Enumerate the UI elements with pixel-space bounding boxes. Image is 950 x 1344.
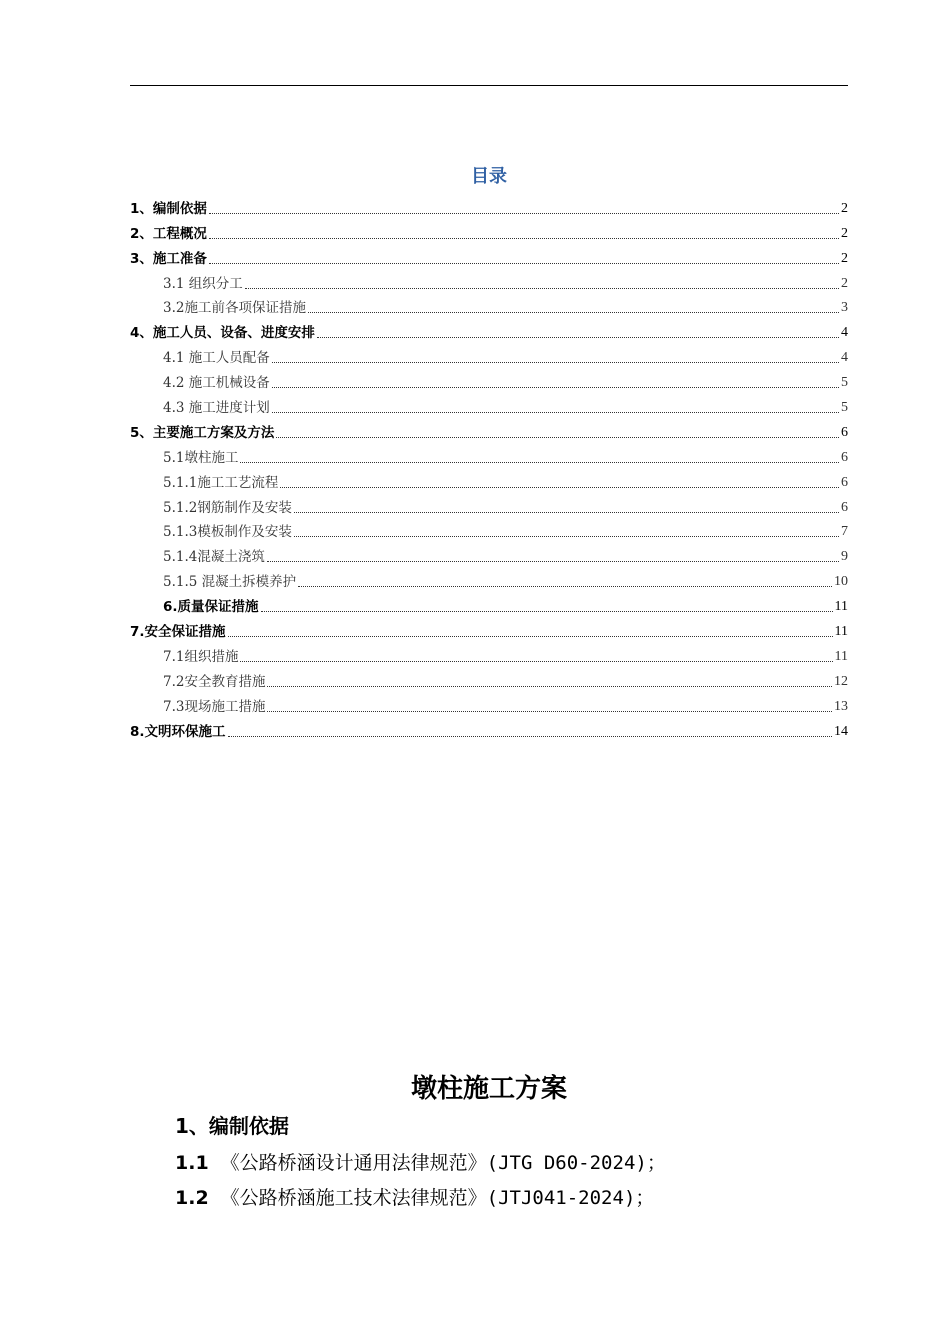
toc-entry-label: 1、编制依据 <box>130 200 207 217</box>
toc-dot-leader <box>308 312 839 313</box>
toc-entry-page: 11 <box>834 624 848 640</box>
toc-entry[interactable] <box>130 292 848 317</box>
toc-entry[interactable] <box>130 540 848 565</box>
toc-dot-leader <box>294 512 839 513</box>
toc-entry-label: 7.2安全教育措施 <box>163 673 266 690</box>
toc-entry[interactable] <box>130 565 848 590</box>
toc-entry[interactable] <box>130 516 848 541</box>
toc-entry[interactable] <box>130 441 848 466</box>
toc-entry[interactable] <box>130 416 848 441</box>
toc-dot-leader <box>228 736 832 737</box>
toc-entry-page: 5 <box>841 400 848 416</box>
toc-entry-page: 6 <box>841 499 848 515</box>
toc-entry[interactable] <box>130 341 848 366</box>
toc-entry-page: 11 <box>834 648 848 664</box>
toc-entry-page: 4 <box>841 350 848 366</box>
toc-entry-label: 5.1墩柱施工 <box>163 449 239 466</box>
toc-entry-label: 2、工程概况 <box>130 225 207 242</box>
toc-entry-label: 5、主要施工方案及方法 <box>130 424 275 441</box>
toc-entry[interactable] <box>130 242 848 267</box>
toc-dot-leader <box>228 636 833 637</box>
toc-entry-page: 7 <box>841 524 848 540</box>
toc-entry-label: 6.质量保证措施 <box>163 599 259 616</box>
toc-dot-leader <box>272 412 839 413</box>
toc-dot-leader <box>240 462 839 463</box>
toc-entry[interactable] <box>130 615 848 640</box>
toc-dot-leader <box>267 686 832 687</box>
toc-entry[interactable] <box>130 192 848 217</box>
toc-dot-leader <box>267 711 832 712</box>
toc-entry-label: 3.2施工前各项保证措施 <box>163 300 306 317</box>
toc-entry-label: 4.2 施工机械设备 <box>163 375 270 392</box>
reference-item <box>175 1183 654 1210</box>
toc-entry-page: 10 <box>834 574 848 590</box>
toc-entry[interactable] <box>130 391 848 416</box>
toc-dot-leader <box>298 586 832 587</box>
toc-entry[interactable] <box>130 366 848 391</box>
toc-entry-label: 4.3 施工进度计划 <box>163 400 270 417</box>
reference-text: 《公路桥涵设计通用法律规范》(JTG D60-2024)； <box>220 1152 666 1174</box>
toc-entry-label: 3.1 组织分工 <box>163 275 243 292</box>
toc-entry[interactable] <box>130 715 848 740</box>
toc-entry-page: 9 <box>841 549 848 565</box>
toc-entry-page: 11 <box>834 599 848 615</box>
toc-dot-leader <box>276 437 839 438</box>
toc-entry-label: 5.1.2钢筋制作及安装 <box>163 499 292 516</box>
document-title: 墩柱施工方案 <box>410 1074 567 1104</box>
toc-entry-label: 5.1.5 混凝土拆模养护 <box>163 574 297 591</box>
toc-entry-label: 7.1组织措施 <box>163 648 239 665</box>
reference-number: 1.1 <box>175 1152 209 1174</box>
toc-entry-label: 4.1 施工人员配备 <box>163 350 270 367</box>
toc-entry-label: 5.1.3模板制作及安装 <box>163 524 292 541</box>
toc-entry[interactable] <box>130 640 848 665</box>
toc-entry[interactable] <box>130 590 848 615</box>
toc-entry-page: 3 <box>841 300 848 316</box>
toc-entry[interactable] <box>130 665 848 690</box>
toc-entry-label: 5.1.4混凝土浇筑 <box>163 549 265 566</box>
toc-dot-leader <box>317 337 839 338</box>
toc-entry[interactable] <box>130 316 848 341</box>
toc-entry-page: 2 <box>841 250 848 266</box>
toc-entry[interactable] <box>130 491 848 516</box>
toc-entry-page: 2 <box>841 200 848 216</box>
toc-entry[interactable] <box>130 690 848 715</box>
toc-dot-leader <box>294 536 839 537</box>
toc-entry-page: 12 <box>834 673 848 689</box>
reference-item <box>175 1148 666 1175</box>
toc-entry[interactable] <box>130 217 848 242</box>
toc-entry-page: 13 <box>834 698 848 714</box>
reference-number: 1.2 <box>175 1187 209 1209</box>
toc-dot-leader <box>209 238 839 239</box>
toc-dot-leader <box>245 288 839 289</box>
toc-entry[interactable] <box>130 466 848 491</box>
toc-entry-label: 5.1.1施工工艺流程 <box>163 474 279 491</box>
toc-dot-leader <box>280 487 839 488</box>
header-rule <box>130 85 848 86</box>
toc-dot-leader <box>240 661 832 662</box>
reference-text: 《公路桥涵施工技术法律规范》(JTJ041-2024)； <box>220 1187 655 1209</box>
toc-dot-leader <box>272 362 839 363</box>
toc-dot-leader <box>272 387 839 388</box>
toc-entry-page: 4 <box>841 325 848 341</box>
table-of-contents <box>130 192 848 740</box>
toc-title: 目录 <box>471 166 507 187</box>
toc-dot-leader <box>209 213 839 214</box>
toc-entry-page: 2 <box>841 225 848 241</box>
toc-entry-label: 7.安全保证措施 <box>130 624 226 641</box>
toc-entry-page: 6 <box>841 474 848 490</box>
toc-entry[interactable] <box>130 267 848 292</box>
toc-entry-page: 5 <box>841 375 848 391</box>
toc-dot-leader <box>267 561 839 562</box>
toc-entry-page: 6 <box>841 424 848 440</box>
toc-entry-page: 6 <box>841 449 848 465</box>
toc-entry-label: 8.文明环保施工 <box>130 723 226 740</box>
toc-entry-label: 3、施工准备 <box>130 250 207 267</box>
toc-dot-leader <box>261 611 833 612</box>
toc-dot-leader <box>209 263 839 264</box>
section-heading: 1、编制依据 <box>175 1114 289 1138</box>
toc-entry-label: 7.3现场施工措施 <box>163 698 266 715</box>
toc-entry-page: 2 <box>841 275 848 291</box>
toc-entry-page: 14 <box>834 723 848 739</box>
toc-entry-label: 4、施工人员、设备、进度安排 <box>130 325 315 342</box>
